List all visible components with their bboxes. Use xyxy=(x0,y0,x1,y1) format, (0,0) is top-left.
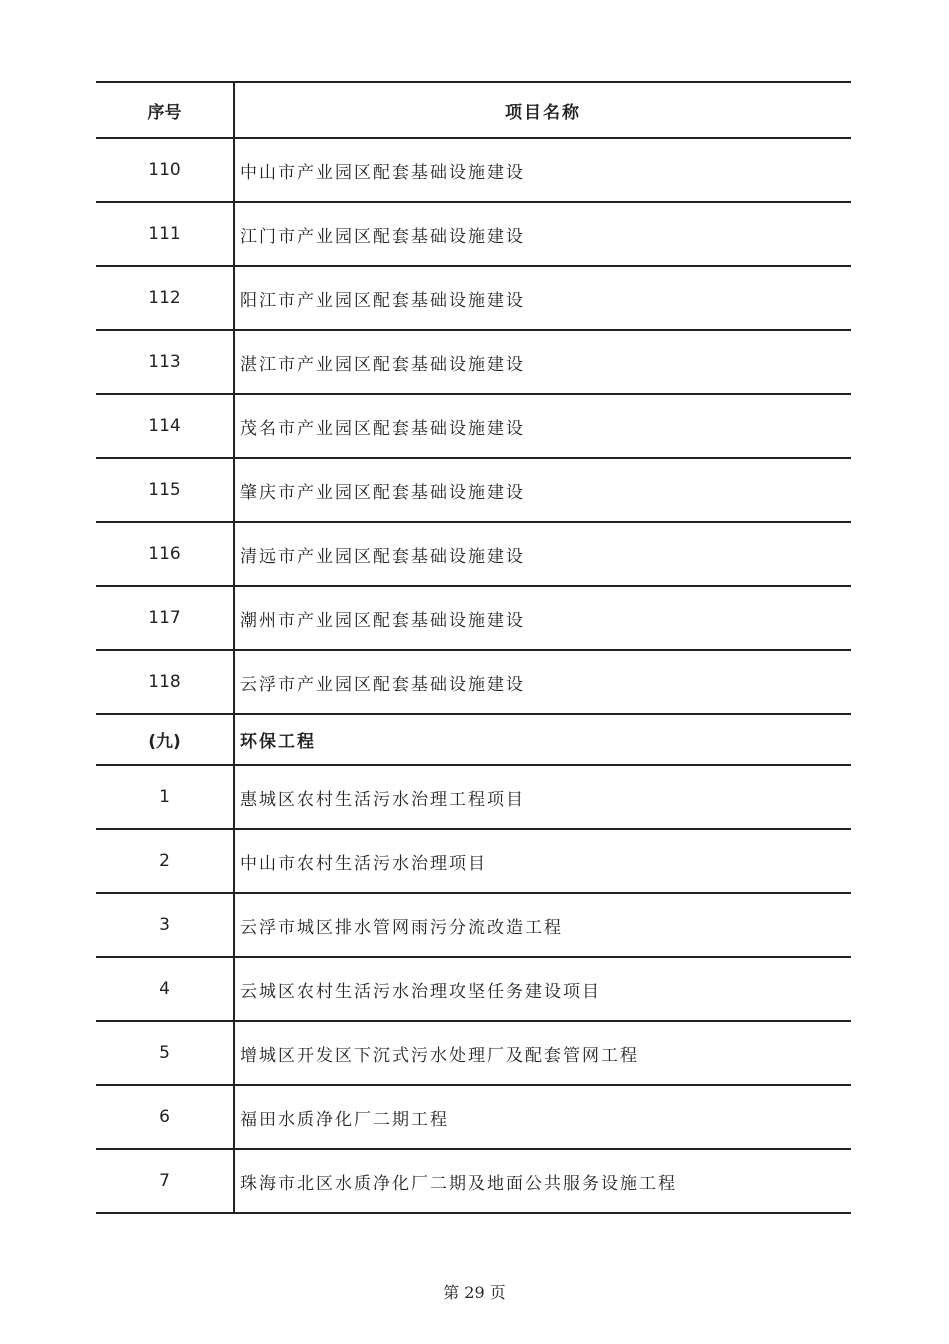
page-number: 第 29 页 xyxy=(443,1283,506,1302)
cell-name: 茂名市产业园区配套基础设施建设 xyxy=(234,394,851,458)
cell-no: 7 xyxy=(96,1149,234,1213)
cell-name: 增城区开发区下沉式污水处理厂及配套管网工程 xyxy=(234,1021,851,1085)
table-row xyxy=(96,1021,851,1085)
cell-name: 阳江市产业园区配套基础设施建设 xyxy=(234,266,851,330)
table-header xyxy=(96,82,851,138)
cell-no: 114 xyxy=(96,394,234,458)
cell-name: 肇庆市产业园区配套基础设施建设 xyxy=(234,458,851,522)
table-row xyxy=(96,458,851,522)
table-row xyxy=(96,330,851,394)
cell-name: 环保工程 xyxy=(234,714,851,765)
table-row xyxy=(96,1149,851,1213)
cell-name: 云浮市产业园区配套基础设施建设 xyxy=(234,650,851,714)
cell-name: 福田水质净化厂二期工程 xyxy=(234,1085,851,1149)
cell-no: 115 xyxy=(96,458,234,522)
table-row xyxy=(96,893,851,957)
cell-name: 惠城区农村生活污水治理工程项目 xyxy=(234,765,851,829)
header-no: 序号 xyxy=(96,82,234,138)
cell-no: 6 xyxy=(96,1085,234,1149)
cell-no: 110 xyxy=(96,138,234,202)
header-name: 项目名称 xyxy=(234,82,851,138)
table-row xyxy=(96,1085,851,1149)
cell-no: 4 xyxy=(96,957,234,1021)
cell-name: 清远市产业园区配套基础设施建设 xyxy=(234,522,851,586)
cell-no: 112 xyxy=(96,266,234,330)
section-row xyxy=(96,714,851,765)
table-row xyxy=(96,138,851,202)
table-row xyxy=(96,957,851,1021)
cell-no: 116 xyxy=(96,522,234,586)
cell-name: 湛江市产业园区配套基础设施建设 xyxy=(234,330,851,394)
cell-name: 中山市农村生活污水治理项目 xyxy=(234,829,851,893)
cell-name: 云浮市城区排水管网雨污分流改造工程 xyxy=(234,893,851,957)
cell-no: 117 xyxy=(96,586,234,650)
table-row xyxy=(96,266,851,330)
cell-no: 113 xyxy=(96,330,234,394)
table-row xyxy=(96,586,851,650)
cell-no: 2 xyxy=(96,829,234,893)
cell-no: 111 xyxy=(96,202,234,266)
cell-name: 潮州市产业园区配套基础设施建设 xyxy=(234,586,851,650)
cell-no: 118 xyxy=(96,650,234,714)
table-row xyxy=(96,522,851,586)
cell-no: (九) xyxy=(96,714,234,765)
table-row xyxy=(96,202,851,266)
cell-no: 3 xyxy=(96,893,234,957)
table-row xyxy=(96,394,851,458)
table-row xyxy=(96,765,851,829)
table-row xyxy=(96,650,851,714)
project-table xyxy=(96,81,851,1214)
cell-name: 中山市产业园区配套基础设施建设 xyxy=(234,138,851,202)
cell-name: 云城区农村生活污水治理攻坚任务建设项目 xyxy=(234,957,851,1021)
cell-name: 珠海市北区水质净化厂二期及地面公共服务设施工程 xyxy=(234,1149,851,1213)
cell-name: 江门市产业园区配套基础设施建设 xyxy=(234,202,851,266)
cell-no: 1 xyxy=(96,765,234,829)
table-row xyxy=(96,829,851,893)
cell-no: 5 xyxy=(96,1021,234,1085)
